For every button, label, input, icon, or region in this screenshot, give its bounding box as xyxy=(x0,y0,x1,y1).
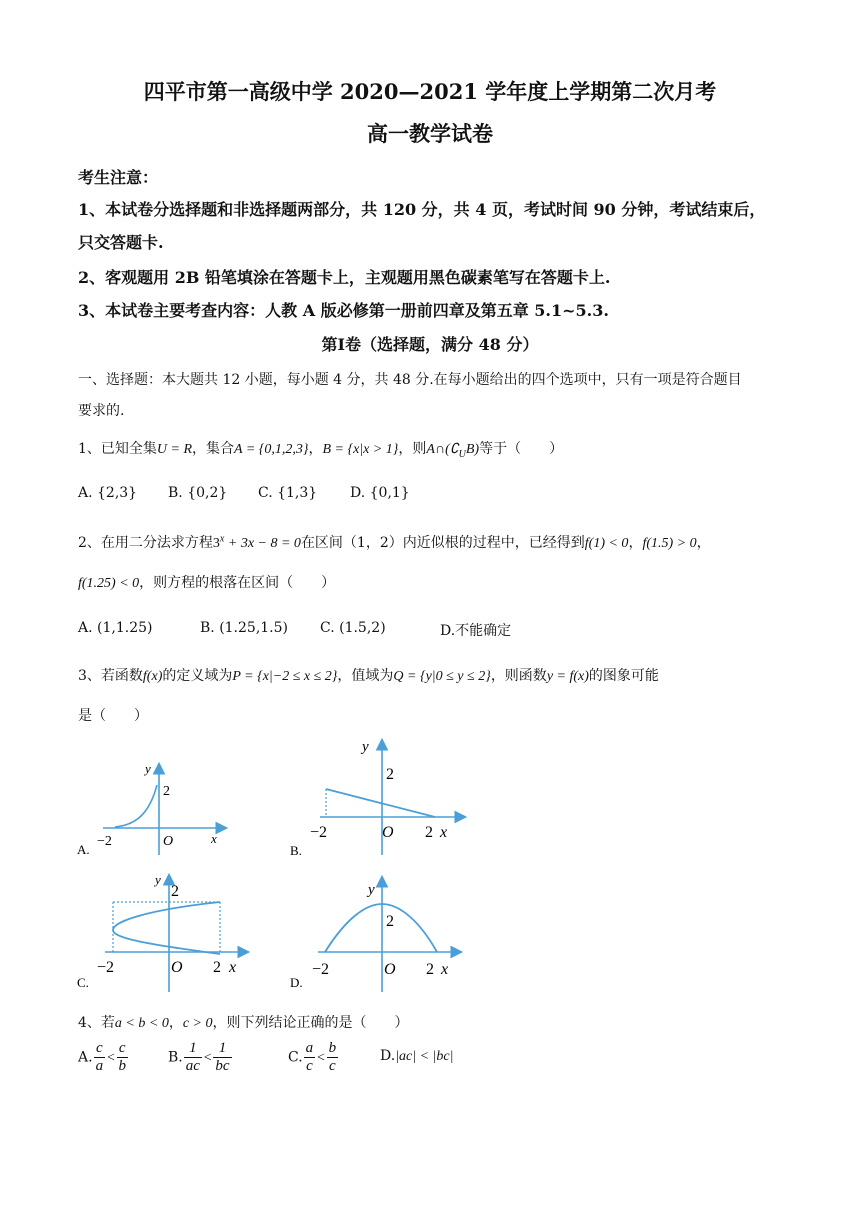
tick-label-2: 2 xyxy=(386,913,394,930)
question-2: 2、在用二分法求方程$3^x + 3x - 8 = 0$在区间（1，2）内近似根的过程中，已经得到f(1) < 0，f(1.5) > 0， xyxy=(78,533,711,551)
question-3: 3、若函数f(x)的定义域为P = {x|−2 ≤ x ≤ 2}，值域为Q = {y|0 ≤ y ≤ 2}，则函数y = f(x)的图象可能 xyxy=(78,668,659,684)
notice-heading: 考生注意： xyxy=(78,168,159,187)
section-instructions: 一、选择题：本大题共 12 小题，每小题 4 分，共 48 分.在每小题给出的四个选项中，只有一项是符合题目 xyxy=(78,372,742,388)
fraction: $\frac{b}{c}$ xyxy=(328,1040,337,1074)
question-1: 1、已知全集U = R，集合A = {0,1,2,3}，B = {x|x > 1}，则$A\cap(∁_UB)$等于（ ） xyxy=(78,441,564,460)
q1-option-a[interactable]: A. {2,3} xyxy=(78,485,138,501)
option-label-a: A. xyxy=(77,842,90,857)
axis-label-x: x xyxy=(441,961,449,978)
axis-label-y: y xyxy=(362,739,369,755)
origin-label: O xyxy=(384,961,396,978)
fraction: $\frac{c}{a}$ xyxy=(95,1040,104,1074)
tick-label-2: 2 xyxy=(386,766,394,783)
tick-label-neg2: −2 xyxy=(97,834,112,849)
origin-label: O xyxy=(163,834,174,849)
exam-subtitle: 高一教学试卷 xyxy=(367,121,493,146)
q1-option-c[interactable]: C. {1,3} xyxy=(258,485,318,501)
notice-item-2: 2、客观题用 2B 铅笔填涂在答题卡上，主观题用黑色碳素笔写在答题卡上. xyxy=(78,268,611,287)
q2-option-c[interactable]: C. (1.5,2) xyxy=(320,620,386,636)
section-instructions-cont: 要求的. xyxy=(78,403,125,419)
q1-option-d[interactable]: D. {0,1} xyxy=(350,485,410,501)
q3-graph-c[interactable] xyxy=(75,870,255,995)
q2-option-d[interactable]: D.不能确定 xyxy=(440,623,512,639)
axis-label-y: y xyxy=(145,761,151,776)
tick-label-2: 2 xyxy=(171,883,179,900)
fraction: $\frac{1}{bc}$ xyxy=(215,1040,230,1074)
q4-option-c[interactable]: C. $\frac{a}{c}$ < $\frac{b}{c}$ xyxy=(288,1040,337,1074)
tick-label-2-x: 2 xyxy=(426,961,434,978)
question-3-cont: 是（ ） xyxy=(78,708,148,724)
axis-label-x: x xyxy=(440,824,448,841)
tick-label-neg2: −2 xyxy=(310,824,328,841)
fraction: $\frac{a}{c}$ xyxy=(305,1040,314,1074)
section-title: 第Ⅰ卷（选择题，满分 48 分） xyxy=(321,335,539,354)
notice-item-1-cont: 只交答题卡. xyxy=(78,233,164,252)
origin-label: O xyxy=(382,824,394,841)
question-4: 4、若a < b < 0，c > 0，则下列结论正确的是（ ） xyxy=(78,1015,409,1031)
axis-label-x: x xyxy=(211,831,217,846)
exam-title: 四平市第一高级中学 2020—2021 学年度上学期第二次月考 xyxy=(143,79,717,104)
tick-label-neg2: −2 xyxy=(97,959,115,976)
q4-option-d[interactable]: D.|ac| < |bc| xyxy=(380,1048,454,1064)
axis-label-y: y xyxy=(368,882,375,898)
option-label-d: D. xyxy=(290,975,303,990)
q2-option-b[interactable]: B. (1.25,1.5) xyxy=(200,620,288,636)
origin-label: O xyxy=(171,959,183,976)
tick-label-2-x: 2 xyxy=(213,959,221,976)
notice-item-3: 3、本试卷主要考查内容：人教 A 版必修第一册前四章及第五章 5.1~5.3. xyxy=(78,301,609,320)
tick-label-2: 2 xyxy=(163,784,170,799)
fraction: $\frac{c}{b}$ xyxy=(118,1040,127,1074)
tick-label-2-x: 2 xyxy=(425,824,433,841)
axis-label-y: y xyxy=(155,872,161,887)
tick-label-neg2: −2 xyxy=(312,961,330,978)
q4-option-a[interactable]: A. $\frac{c}{a}$ < $\frac{c}{b}$ xyxy=(78,1040,127,1074)
fraction: $\frac{1}{ac}$ xyxy=(185,1040,200,1074)
q3-graph-a[interactable] xyxy=(75,755,235,860)
option-label-b: B. xyxy=(290,843,302,858)
q2-option-a[interactable]: A. (1,1.25) xyxy=(78,620,153,636)
q3-graph-d[interactable] xyxy=(290,870,470,995)
option-label-c: C. xyxy=(77,975,89,990)
q4-option-b[interactable]: B. $\frac{1}{ac}$ < $\frac{1}{bc}$ xyxy=(168,1040,230,1074)
q3-graph-b[interactable] xyxy=(290,735,470,860)
question-2-cont: f(1.25) < 0，则方程的根落在区间（ ） xyxy=(78,575,336,591)
notice-item-1: 1、本试卷分选择题和非选择题两部分，共 120 分，共 4 页，考试时间 90 分钟，考试结束后， xyxy=(78,200,766,219)
q1-option-b[interactable]: B. {0,2} xyxy=(168,485,228,501)
axis-label-x: x xyxy=(229,959,237,976)
